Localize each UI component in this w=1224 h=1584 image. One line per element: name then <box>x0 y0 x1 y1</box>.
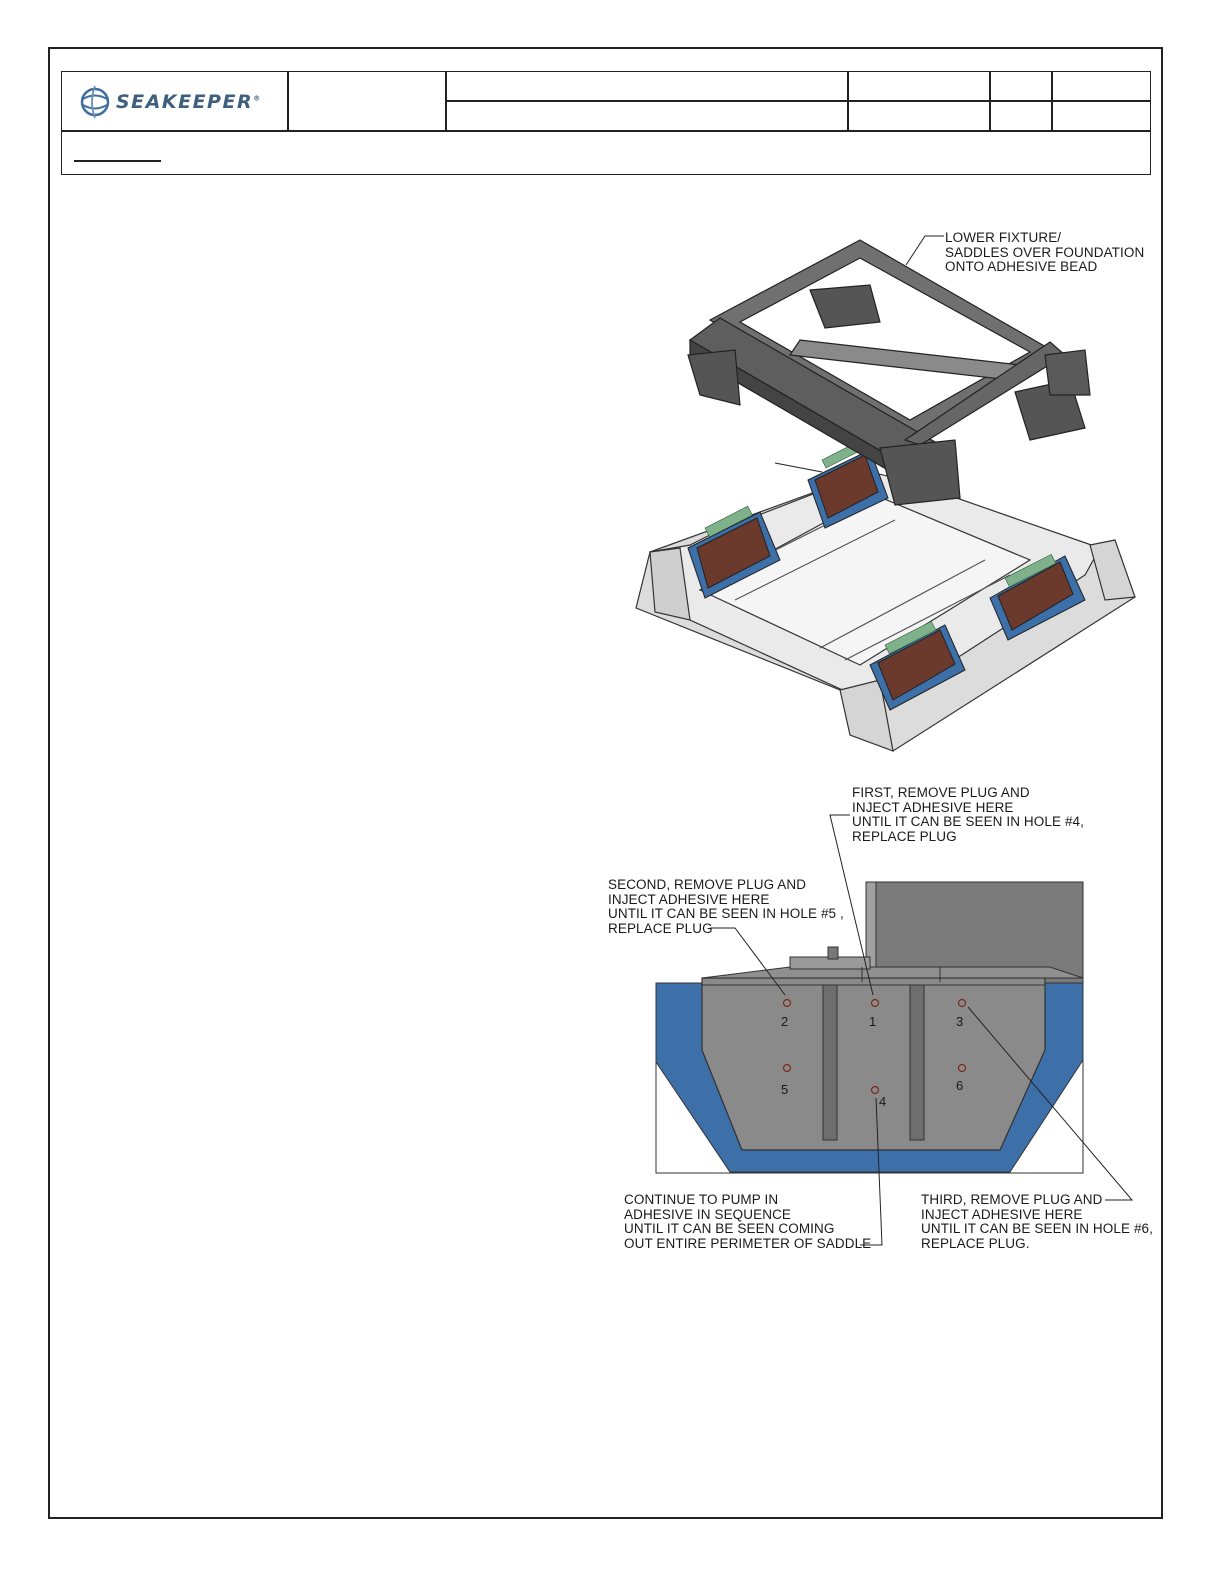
hole-label-3: 3 <box>956 1014 964 1029</box>
brand-name: SEAKEEPER <box>116 91 254 113</box>
hole-label-2: 2 <box>781 1014 789 1029</box>
callout-line: INJECT ADHESIVE HERE <box>921 1206 1083 1222</box>
callout-line: UNTIL IT CAN BE SEEN IN HOLE #6, <box>921 1221 1154 1236</box>
callout-line: ADHESIVE IN SEQUENCE <box>624 1206 792 1222</box>
callout-line: ONTO ADHESIVE BEAD <box>945 259 1098 274</box>
callout-line: SADDLES OVER FOUNDATION <box>945 244 1145 260</box>
callout-line: UNTIL IT CAN BE SEEN COMING <box>624 1221 835 1236</box>
hole-label-6: 6 <box>956 1078 964 1093</box>
callout-third <box>921 1193 1153 1251</box>
callout-line: OUT ENTIRE PERIMETER OF SADDLE <box>624 1235 872 1251</box>
callout-line: REPLACE PLUG. <box>921 1235 1030 1251</box>
callout-line: UNTIL IT CAN BE SEEN IN HOLE #4, <box>852 814 1085 829</box>
callout-line: INJECT ADHESIVE HERE <box>608 891 770 907</box>
leader-line-lower-fixture <box>906 236 944 265</box>
callout-line: UNTIL IT CAN BE SEEN IN HOLE #5 , <box>608 906 844 921</box>
callout-line: LOWER FIXTURE/ <box>945 230 1062 245</box>
registered-mark: ® <box>253 94 262 103</box>
callout-line: REPLACE PLUG <box>608 920 713 936</box>
leader-line-adhesive <box>775 463 822 472</box>
callout-line: REPLACE PLUG <box>852 828 957 844</box>
lower-fixture-frame <box>688 240 1090 505</box>
callout-line: CONTINUE TO PUMP IN <box>624 1192 779 1207</box>
callout-line: INJECT ADHESIVE HERE <box>852 799 1014 815</box>
callout-lower-fixture <box>945 231 1144 275</box>
callout-line: THIRD, REMOVE PLUG AND <box>921 1192 1103 1207</box>
callout-second <box>608 878 844 936</box>
hole-label-1: 1 <box>869 1014 877 1029</box>
callout-first <box>852 786 1084 844</box>
hole-label-5: 5 <box>781 1082 789 1097</box>
callout-continue <box>624 1193 871 1251</box>
callout-line: FIRST, REMOVE PLUG AND <box>852 785 1030 800</box>
hole-label-4: 4 <box>879 1094 887 1109</box>
callout-line: SECOND, REMOVE PLUG AND <box>608 877 807 892</box>
